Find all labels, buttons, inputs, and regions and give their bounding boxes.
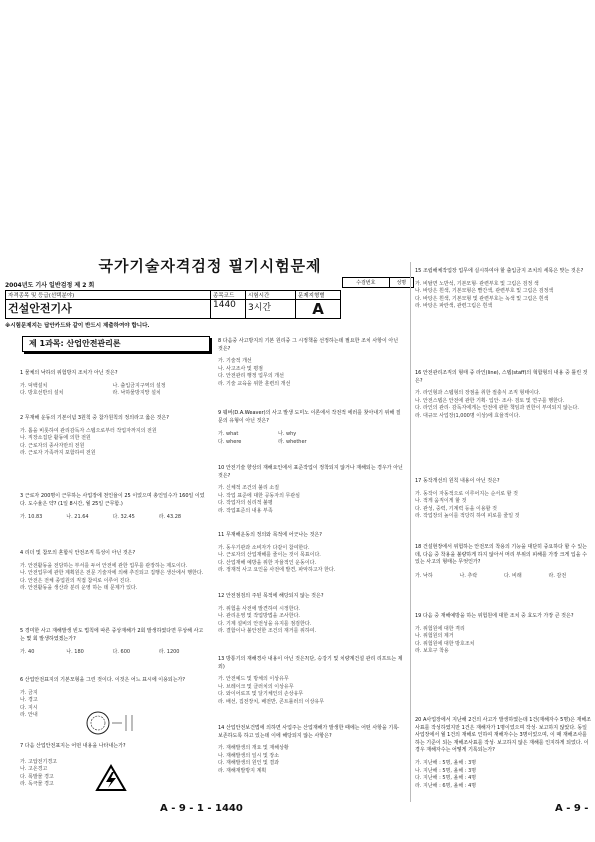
page-footer-left: A - 9 - 1 - 1440: [160, 803, 243, 814]
option: 가. 톱을 비롯하여 관리감독자 스텝으로부터 작업자까지의 전원: [20, 427, 157, 434]
option: 라. 배선, 집전장치, 배전반, 콘트롤러의 이상유무: [218, 698, 325, 705]
question-9: [218, 410, 403, 446]
option: 다. 근로자의 종사자만의 전원: [20, 442, 85, 449]
option: 나. 경고: [20, 697, 38, 704]
option: 가. 고압전기경고: [20, 758, 57, 765]
question-10: [218, 465, 403, 516]
sign-shape-figure: [82, 709, 142, 737]
question-stem: 4 리더 및 참모의 혼합식 안전조직 특성이 아닌 것은?: [20, 550, 136, 556]
option: 나. 21.64: [66, 514, 89, 521]
option: 라. 안내: [20, 712, 38, 719]
option: 가. 안전활동을 전담하는 부서를 두어 안전에 관한 업무를 관장하는 제도이다.: [20, 562, 188, 569]
question-5: [20, 628, 205, 657]
option: 나. 사고조사 및 평점: [218, 365, 263, 372]
option: 나. 브레이크 및 클러치의 이상유무: [218, 683, 294, 690]
option: 라. 안전활동을 생산과 분리 운영 하는 데 문제가 있다.: [20, 585, 138, 592]
option: 라. 1200: [158, 649, 180, 656]
question-4: [20, 550, 205, 593]
option: 다. 바탕은 흰색, 기본모형 및 관련부호는 녹색 및 그림은 흰색: [415, 295, 549, 302]
question-15: [415, 268, 593, 311]
question-8: [218, 338, 403, 389]
option: 다. 작업자의 심리적 불평: [218, 500, 273, 507]
question-stem: 19 다음 중 재해예방을 하는 위험원에 대한 조치 중 효도가 가장 큰 것은?: [415, 613, 574, 619]
question-12: [218, 593, 403, 636]
option: 가. 라인형과 스텝형의 장점을 취한 절충식 조직 형태이다.: [415, 390, 541, 397]
question-stem: 3 근로자 200명이 근무하는 사업장에 천인율이 25 이었으며 총인일수가 160일 이었다. 도수율은 약? (1일 8시간, 월 25일 근무함.): [20, 493, 205, 507]
code-value: 1440: [211, 300, 246, 319]
question-stem: 6 산업안전표지의 기본모형을 그린 것이다. 이것은 어느 표시에 이용되는가?: [20, 677, 186, 683]
submission-notice: ※시험문제지는 답안카드와 같이 반드시 제출하여야 합니다.: [5, 323, 150, 329]
option: 라. 43.28: [158, 514, 182, 521]
option: 라. 작업표준의 내용 부족: [218, 507, 273, 514]
option: 다. 산업재해 예방을 위한 자율적인 운동이다.: [218, 559, 317, 566]
option: 나. 추락: [459, 572, 478, 579]
option: 나. 관리운영 및 작업방법을 조사한다.: [218, 613, 300, 620]
option: 가. 40: [20, 649, 35, 656]
question-2: [20, 415, 205, 458]
column-divider: [410, 262, 411, 802]
question-stem: 1 물체의 낙하의 위험방지 조치가 아닌 것은?: [20, 370, 118, 376]
option: 다. 안전관리 행정 업무의 개선: [218, 373, 284, 380]
subject-grade-label: 자격종목 및 등급(선택분야): [6, 291, 211, 300]
option: 가. what: [218, 431, 239, 438]
option: 나. 180: [66, 649, 84, 656]
option: 가. 안전예드 및 방체의 이상유무: [218, 676, 289, 683]
question-stem: 8 다음중 사고방지의 기본 원리중 그 시정책을 선정하는데 필요한 조치 사항이 아닌 것은?: [218, 338, 399, 352]
question-stem: 5 경미한 사고 재해발생 빈도 법칙에 따른 중상재해가 2회 발생하였다면 무상해 사고는 몇 회 발생하였겠는가?: [20, 628, 204, 642]
option: 라. 지난해 : 6명, 올해 : 4명: [415, 782, 477, 789]
option: 나. 근로자의 산업재해를 줄이는 것이 목표이다.: [218, 552, 321, 559]
page-footer-right: A - 9 -: [555, 803, 589, 814]
exam-header-table: [5, 290, 414, 319]
question-stem: 18 건설현장에서 위험하는 안전모의 착용의 기능을 대단히 중요하다 할 수 있는데, 다음 중 착용을 불량하게 하지 않아서 머리 부위의 피해를 가장 크게 입을 수 있는 사고의 형태는 무엇인가?: [415, 544, 587, 566]
subject-heading: 제 1과목: 산업안전관리론: [22, 336, 210, 352]
option: 가. 기술적 개선: [218, 358, 252, 365]
option: 다. 폭발물 경고: [20, 773, 54, 780]
subject-grade-value: 건설안전기사: [6, 300, 211, 319]
option: 라. 작업장의 높이를 적당히 하여 피로를 줄일 것: [415, 513, 520, 520]
option: 가. 금지: [20, 689, 38, 696]
type-label: 문제지형별: [296, 291, 341, 300]
option: 라. 결함이나 불안전한 조건의 재거를 위하여.: [218, 628, 317, 635]
question-stem: 20 A사업장에서 지난해 2건의 사고가 발생하였는데 1건(재해자수 5명)은 재해조사표를 작성하였지만 1건은 재해자가 1명이었으며 작성· 보고하지 않았다. 동일 사업장에서 월 1건의 재해로 인하여 재해자수는 3명이었으며, 이 때 재해조사를 하는 기준이 되는 재해조사표를 작성· 보고하지 않은 재해를 인지하게 되었다. 이 경우 재해자수는 어떻게 기록되는가?: [415, 717, 592, 754]
option: 다. 지시: [20, 704, 38, 711]
question-20: [415, 717, 593, 790]
option: 가. 덕백설치: [20, 382, 48, 389]
option: 다. 비래: [504, 572, 522, 579]
option: 라. 바탕은 파란색, 관련그림은 흰색: [415, 303, 493, 310]
option: 가. 지난해 : 5명, 올해 : 3명: [415, 759, 477, 766]
option: 다. 방호선반의 설치: [20, 390, 64, 397]
option: 나. 지난해 : 5명, 올해 : 3명: [415, 767, 477, 774]
option: 라. 감전: [548, 572, 567, 579]
option: 라. 대규모 사업장(1,000명 이상)에 효율적이다.: [415, 412, 521, 419]
option: 나. 출입금지구역의 설정: [112, 382, 166, 389]
question-3: [20, 493, 205, 522]
type-value: A: [296, 300, 341, 319]
option: 다. 32.45: [112, 514, 135, 521]
option: 다. 재해발생의 원인 및 결과: [218, 760, 280, 767]
option: 나. 직장소집단 활동에 의한 전원: [20, 435, 91, 442]
question-stem: 11 무재해운동의 정의와 목적에 어긋나는 것은?: [218, 532, 322, 538]
option: 가. 비탈면 노반석, 기본모형· 관련부호 및 그림은 검정 색: [415, 280, 539, 287]
option: 라. 기술 교육을 위한 훈련의 개선: [218, 380, 291, 387]
option: 다. 와이어로프 및 달기체인의 손상유무: [218, 691, 304, 698]
option: 다. 관성, 중력, 기계력 등을 이용할 것: [415, 505, 497, 512]
option: 가. 재해발생의 개요 및 재해상황: [218, 745, 289, 752]
option: 나. 안전업무에 관한 계획원은 전문 기술자에 의해 추진되고 집행은 생산에서 행한다.: [20, 570, 204, 577]
option: 나. 재해발생의 일시 및 장소: [218, 752, 280, 759]
option: 다. 라인의 관리· 감독자에게는 안전에 관한 책임과 권한이 부여되지 않는다.: [415, 405, 579, 412]
question-stem: 16 안전관리조직의 형태 중 라인(line), 스텝(staff)의 혁합형의 내용 중 틀린 것은?: [415, 370, 588, 384]
reg-name-label: 성명: [389, 278, 413, 288]
high-voltage-warning-icon: [95, 764, 127, 792]
option: 다. 600: [112, 649, 131, 656]
option: 라. whether: [278, 438, 307, 445]
option: 나. 위험원의 제거: [415, 633, 454, 640]
exam-subtitle: 2004년도 기사 일반검정 제 2 회: [5, 282, 95, 289]
option: 나. 고온경고: [20, 766, 48, 773]
code-label: 종목코드: [211, 291, 246, 300]
question-11: [218, 532, 403, 575]
option: 가. 위험원에 대한 격리: [415, 625, 465, 632]
question-14: [218, 725, 403, 776]
option: 나. 작업 표준에 대한 공동자의 무관심: [218, 492, 300, 499]
option: 가. 동우기관과 소비자가 다같이 참여한다.: [218, 544, 310, 551]
option: 다. 기계 설비의 안전성을 유지를 점검한다.: [218, 620, 312, 627]
question-19: [415, 613, 593, 656]
question-stem: 12 안전점검의 주된 목적에 해당되지 않는 것은?: [218, 593, 324, 599]
option: 가. 위험을 사전에 발견하여 시정한다.: [218, 605, 300, 612]
option: 나. 적게 움직이게 할 것: [415, 498, 467, 505]
time-label: 시험시간: [246, 291, 296, 300]
question-18: [415, 544, 593, 580]
option: 라. 근로자 가족까지 포함하여 전원: [20, 450, 96, 457]
question-stem: 9 웨버(D.A.Weaver)의 사고 발생 도미노 이론에서 작전적 에러를 찾아내기 위해 질문의 유형이 아닌 것은?: [218, 410, 401, 424]
option: 나. 안전스텝은 안전에 관한 기획· 입안· 조사· 검토 및 연구를 행한다.: [415, 397, 565, 404]
question-stem: 2 무재해 운동의 기본이념 3원칙 중 참가원칙의 정의라고 옳은 것은?: [20, 415, 169, 421]
option: 다. where: [218, 438, 242, 445]
exam-title: 국가기술자격검정 필기시험문제: [98, 257, 322, 275]
option: 라. 독극물 경고: [20, 781, 54, 788]
question-stem: 14 산업안전보건법에 의하면 사업주는 산업재해가 발생한 때에는 어떤 사항을 기록·보존하도록 하고 있는데 이에 해당되지 않는 사항은?: [218, 725, 400, 739]
option: 나. why: [278, 431, 297, 438]
option: 나. 바탕은 흰색, 기본모형은 빨간색, 관련부호 및 그림은 검정색: [415, 288, 554, 295]
question-16: [415, 370, 593, 421]
option: 가. 낙하: [415, 572, 433, 579]
question-stem: 17 동작개선의 원칙 내용이 아닌 것은?: [415, 478, 500, 484]
option: 다. 안전은 전체 종업원의 직접 참여로 이루어 진다.: [20, 577, 131, 584]
option: 가. 신체적 조건의 불리 소질: [218, 485, 280, 492]
question-1: [20, 370, 205, 398]
option: 라. 낙하물방지망 설치: [112, 390, 161, 397]
question-17: [415, 478, 593, 521]
option: 라. 재해재발방지 계획: [218, 767, 267, 774]
option: 라. 정재적 사고 요인을 사전에 발견, 파악하고자 한다.: [218, 567, 336, 574]
registration-box: [342, 277, 414, 288]
reg-number-label: 수검번호: [343, 278, 390, 288]
question-13: [218, 656, 403, 707]
time-value: 3시간: [246, 300, 296, 319]
question-stem: 7 다음 산업안전표지는 어떤 내용을 나타내는가?: [20, 743, 126, 749]
option: 다. 위험원에 대한 방호조치: [415, 640, 475, 647]
option: 가. 동작이 자동적으로 이루어지는 순서로 할 것: [415, 490, 518, 497]
question-stem: 15 조립해체작업장 업무에 실시하여야 할 출입금지 조치의 세목은 맞는 것은?: [415, 268, 584, 274]
option: 다. 지난해 : 5명, 올해 : 4명: [415, 775, 477, 782]
option: 가. 10.83: [20, 514, 43, 521]
question-stem: 13 방통기의 재해경사 내용이 아닌 것은?(단, 승강기 및 치량계건설 관리 리프트는 제외): [218, 656, 403, 670]
option: 라. 보호구 착용: [415, 648, 449, 655]
question-stem: 10 안전기술 향상의 재해요인에서 표준작업이 정착되지 않거나 재해되는 경우가 아닌 것은?: [218, 465, 403, 479]
